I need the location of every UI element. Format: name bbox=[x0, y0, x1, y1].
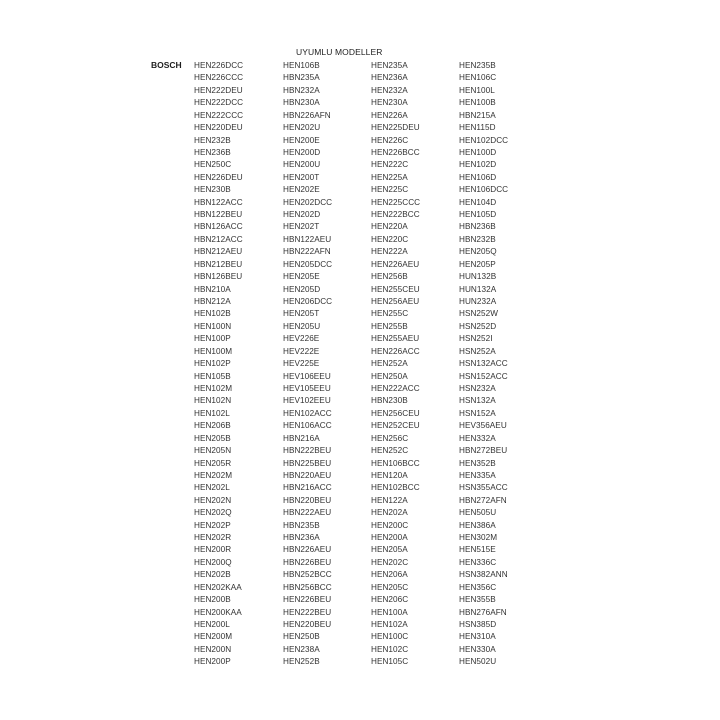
model-item: HEN205A bbox=[371, 545, 408, 555]
model-item: HEN100M bbox=[194, 346, 233, 356]
model-item: HBN276AFN bbox=[459, 607, 507, 617]
model-item: HBN225BEU bbox=[283, 458, 332, 468]
model-item: HEN226C bbox=[371, 135, 409, 145]
model-item: HEN102A bbox=[371, 619, 408, 629]
model-item: HEN106D bbox=[459, 172, 497, 182]
model-item: HEN202P bbox=[194, 520, 231, 530]
model-item: HUN132A bbox=[459, 284, 497, 294]
model-item: HEN256AEU bbox=[371, 297, 420, 307]
model-item: HEN202N bbox=[194, 495, 232, 505]
model-item: HBN122ACC bbox=[194, 197, 243, 207]
model-item: HEN386A bbox=[459, 520, 496, 530]
model-item: HEN335A bbox=[459, 470, 496, 480]
model-item: HEN220DEU bbox=[194, 123, 243, 133]
model-item: HSN132ACC bbox=[459, 359, 508, 369]
model-item: HSN252D bbox=[459, 321, 497, 331]
model-item: HBN122AEU bbox=[283, 234, 332, 244]
model-item: HEN200Q bbox=[194, 557, 232, 567]
model-item: HEN200KAA bbox=[194, 607, 242, 617]
model-item: HEN100C bbox=[371, 632, 409, 642]
model-item: HEV356AEU bbox=[459, 421, 507, 431]
model-item: HBN230B bbox=[371, 396, 408, 406]
model-item: HEN200B bbox=[194, 595, 231, 605]
model-item: HEN202L bbox=[194, 483, 230, 493]
model-item: HBN232A bbox=[283, 85, 320, 95]
model-item: HEN200R bbox=[194, 545, 232, 555]
model-item: HEN222DEU bbox=[194, 85, 243, 95]
model-item: HEN102D bbox=[459, 160, 497, 170]
model-item: HSN252A bbox=[459, 346, 496, 356]
model-item: HEN200P bbox=[194, 657, 231, 667]
model-item: HEN205U bbox=[283, 321, 321, 331]
model-item: HEN102C bbox=[371, 644, 409, 654]
model-item: HEN205R bbox=[194, 458, 232, 468]
model-item: HEN332A bbox=[459, 433, 496, 443]
model-item: HBN222BEU bbox=[283, 446, 332, 456]
model-item: HEN225CCC bbox=[371, 197, 421, 207]
model-item: HEN102BCC bbox=[371, 483, 420, 493]
model-item: HEN255CEU bbox=[371, 284, 420, 294]
model-item: HBN220AEU bbox=[283, 470, 332, 480]
model-item: HEN202Q bbox=[194, 508, 232, 518]
model-item: HEN230A bbox=[371, 98, 408, 108]
model-item: HBN122BEU bbox=[194, 210, 243, 220]
model-item: HBN212ACC bbox=[194, 234, 243, 244]
model-item: HEN105B bbox=[194, 371, 231, 381]
model-item: HEN256CEU bbox=[371, 408, 420, 418]
model-item: HEV226E bbox=[283, 334, 320, 344]
model-item: HEN205C bbox=[371, 582, 409, 592]
model-item: HEN100D bbox=[459, 147, 497, 157]
model-item: HBN126ACC bbox=[194, 222, 243, 232]
model-item: HEN505U bbox=[459, 508, 497, 518]
model-item: HEN222ACC bbox=[371, 383, 420, 393]
model-item: HBN232B bbox=[459, 234, 496, 244]
model-column-2 bbox=[283, 60, 363, 669]
model-item: HEN202T bbox=[283, 222, 320, 232]
model-item: HBN236A bbox=[283, 533, 320, 543]
model-item: HEN100B bbox=[459, 98, 496, 108]
model-item: HBN226BEU bbox=[283, 557, 332, 567]
model-item: HEN232A bbox=[371, 85, 408, 95]
model-item: HEN205DCC bbox=[283, 259, 333, 269]
model-item: HEV222E bbox=[283, 346, 320, 356]
model-item: HEN202D bbox=[283, 210, 321, 220]
model-item: HEN252C bbox=[371, 446, 409, 456]
model-item: HBN256BCC bbox=[283, 582, 332, 592]
model-item: HEN100N bbox=[194, 321, 232, 331]
model-item: HEN102M bbox=[194, 383, 233, 393]
model-item: HEN206B bbox=[194, 421, 231, 431]
model-item: HEN205B bbox=[194, 433, 231, 443]
model-item: HEV105EEU bbox=[283, 383, 331, 393]
model-item: HEN302M bbox=[459, 533, 498, 543]
model-item: HEN250B bbox=[283, 632, 320, 642]
model-item: HEN200E bbox=[283, 135, 320, 145]
model-item: HEN250A bbox=[371, 371, 408, 381]
model-item: HEN226ACC bbox=[371, 346, 420, 356]
model-item: HEN100L bbox=[459, 85, 495, 95]
model-item: HEN225C bbox=[371, 185, 409, 195]
model-item: HEN222BEU bbox=[283, 607, 332, 617]
model-item: HEN200D bbox=[283, 147, 321, 157]
model-item: HEN206C bbox=[371, 595, 409, 605]
model-item: HSN382ANN bbox=[459, 570, 508, 580]
model-item: HEN205E bbox=[283, 272, 320, 282]
model-item: HEN255B bbox=[371, 321, 408, 331]
model-item: HEN200C bbox=[371, 520, 409, 530]
model-item: HEN236A bbox=[371, 73, 408, 83]
model-item: HEN205Q bbox=[459, 247, 497, 257]
model-item: HEN202C bbox=[371, 557, 409, 567]
model-item: HSN385D bbox=[459, 619, 497, 629]
model-item: HEN102DCC bbox=[459, 135, 509, 145]
model-item: HEV225E bbox=[283, 359, 320, 369]
model-item: HEN515E bbox=[459, 545, 496, 555]
model-item: HSN152A bbox=[459, 408, 496, 418]
model-item: HEN220BEU bbox=[283, 619, 332, 629]
model-item: HEN226A bbox=[371, 110, 408, 120]
model-item: HBN220BEU bbox=[283, 495, 332, 505]
model-item: HEN205D bbox=[283, 284, 321, 294]
model-item: HBN216ACC bbox=[283, 483, 332, 493]
model-item: HEN226CCC bbox=[194, 73, 244, 83]
model-item: HSN232A bbox=[459, 383, 496, 393]
model-item: HEN202M bbox=[194, 470, 233, 480]
model-item: HEV102EEU bbox=[283, 396, 331, 406]
model-item: HEN235A bbox=[371, 61, 408, 70]
model-item: HEN220A bbox=[371, 222, 408, 232]
model-item: HEN226AEU bbox=[371, 259, 420, 269]
model-item: HEN202KAA bbox=[194, 582, 242, 592]
model-item: HBN272AFN bbox=[459, 495, 507, 505]
document-title: UYUMLU MODELLER bbox=[296, 47, 383, 57]
model-item: HEN106ACC bbox=[283, 421, 332, 431]
model-item: HBN212A bbox=[194, 297, 231, 307]
model-item: HEN102L bbox=[194, 408, 230, 418]
model-item: HEN226DCC bbox=[194, 61, 244, 70]
model-item: HEN202DCC bbox=[283, 197, 333, 207]
model-item: HSN252I bbox=[459, 334, 493, 344]
model-item: HEN222A bbox=[371, 247, 408, 257]
model-item: HBN272BEU bbox=[459, 446, 508, 456]
model-item: HEN102B bbox=[194, 309, 231, 319]
model-item: HEN200U bbox=[283, 160, 321, 170]
model-item: HSN132A bbox=[459, 396, 496, 406]
model-item: HEN226BCC bbox=[371, 147, 420, 157]
model-item: HEN202B bbox=[194, 570, 231, 580]
model-item: HBN126BEU bbox=[194, 272, 243, 282]
model-item: HEN222BCC bbox=[371, 210, 420, 220]
model-item: HEN106C bbox=[459, 73, 497, 83]
model-item: HEN202U bbox=[283, 123, 321, 133]
model-item: HEN202R bbox=[194, 533, 232, 543]
model-item: HEN222DCC bbox=[194, 98, 244, 108]
model-item: HSN152ACC bbox=[459, 371, 508, 381]
model-item: HEN102P bbox=[194, 359, 231, 369]
model-item: HEN105C bbox=[371, 657, 409, 667]
model-item: HEN202E bbox=[283, 185, 320, 195]
model-column-1 bbox=[194, 60, 274, 669]
model-item: HEN222C bbox=[371, 160, 409, 170]
model-item: HEN122A bbox=[371, 495, 408, 505]
model-item: HEN250C bbox=[194, 160, 232, 170]
model-item: HEN252A bbox=[371, 359, 408, 369]
model-column-3 bbox=[371, 60, 451, 669]
model-item: HEN225DEU bbox=[371, 123, 420, 133]
model-item: HBN252BCC bbox=[283, 570, 332, 580]
model-item: HEN356C bbox=[459, 582, 497, 592]
model-item: HEV106EEU bbox=[283, 371, 331, 381]
model-item: HEN206DCC bbox=[283, 297, 333, 307]
model-item: HEN355B bbox=[459, 595, 496, 605]
model-item: HEN252B bbox=[283, 657, 320, 667]
model-item: HEN220C bbox=[371, 234, 409, 244]
model-item: HBN215A bbox=[459, 110, 496, 120]
model-item: HEN205P bbox=[459, 259, 496, 269]
model-item: HEN330A bbox=[459, 644, 496, 654]
model-item: HEN205T bbox=[283, 309, 320, 319]
model-item: HBN212AEU bbox=[194, 247, 243, 257]
model-item: HEN255C bbox=[371, 309, 409, 319]
model-item: HEN200A bbox=[371, 533, 408, 543]
model-item: HEN502U bbox=[459, 657, 497, 667]
model-item: HEN106B bbox=[283, 61, 320, 70]
model-item: HEN202A bbox=[371, 508, 408, 518]
model-item: HEN310A bbox=[459, 632, 496, 642]
model-item: HBN235A bbox=[283, 73, 320, 83]
model-item: HBN226AFN bbox=[283, 110, 331, 120]
model-item: HEN222CCC bbox=[194, 110, 244, 120]
model-item: HEN226BEU bbox=[283, 595, 332, 605]
model-item: HEN226DEU bbox=[194, 172, 243, 182]
model-item: HBN226AEU bbox=[283, 545, 332, 555]
model-item: HEN232B bbox=[194, 135, 231, 145]
model-item: HEN106BCC bbox=[371, 458, 420, 468]
model-item: HEN102ACC bbox=[283, 408, 332, 418]
model-item: HEN105D bbox=[459, 210, 497, 220]
model-item: HEN106DCC bbox=[459, 185, 509, 195]
model-item: HEN102N bbox=[194, 396, 232, 406]
model-column-4 bbox=[459, 60, 539, 669]
model-item: HEN352B bbox=[459, 458, 496, 468]
model-item: HEN200L bbox=[194, 619, 230, 629]
model-item: HEN100P bbox=[194, 334, 231, 344]
model-item: HEN104D bbox=[459, 197, 497, 207]
model-item: HEN200T bbox=[283, 172, 320, 182]
model-item: HEN205N bbox=[194, 446, 232, 456]
model-item: HUN132B bbox=[459, 272, 497, 282]
model-item: HEN235B bbox=[459, 61, 496, 70]
model-item: HEN225A bbox=[371, 172, 408, 182]
model-item: HEN230B bbox=[194, 185, 231, 195]
model-item: HEN200M bbox=[194, 632, 233, 642]
brand-label: BOSCH bbox=[151, 60, 182, 70]
model-item: HEN255AEU bbox=[371, 334, 420, 344]
model-item: HEN115D bbox=[459, 123, 496, 133]
model-item: HEN236B bbox=[194, 147, 231, 157]
model-item: HEN256B bbox=[371, 272, 408, 282]
model-item: HSN355ACC bbox=[459, 483, 508, 493]
model-item: HBN222AFN bbox=[283, 247, 331, 257]
model-item: HSN252W bbox=[459, 309, 499, 319]
model-item: HBN210A bbox=[194, 284, 231, 294]
model-item: HEN256C bbox=[371, 433, 409, 443]
model-item: HEN200N bbox=[194, 644, 232, 654]
model-item: HEN206A bbox=[371, 570, 408, 580]
model-item: HBN216A bbox=[283, 433, 320, 443]
model-item: HEN238A bbox=[283, 644, 320, 654]
model-item: HBN230A bbox=[283, 98, 320, 108]
model-item: HEN336C bbox=[459, 557, 497, 567]
model-item: HBN212BEU bbox=[194, 259, 243, 269]
model-item: HBN236B bbox=[459, 222, 496, 232]
model-item: HEN120A bbox=[371, 470, 408, 480]
model-item: HUN232A bbox=[459, 297, 497, 307]
model-item: HEN100A bbox=[371, 607, 408, 617]
model-item: HBN235B bbox=[283, 520, 320, 530]
model-item: HEN252CEU bbox=[371, 421, 420, 431]
model-item: HBN222AEU bbox=[283, 508, 332, 518]
